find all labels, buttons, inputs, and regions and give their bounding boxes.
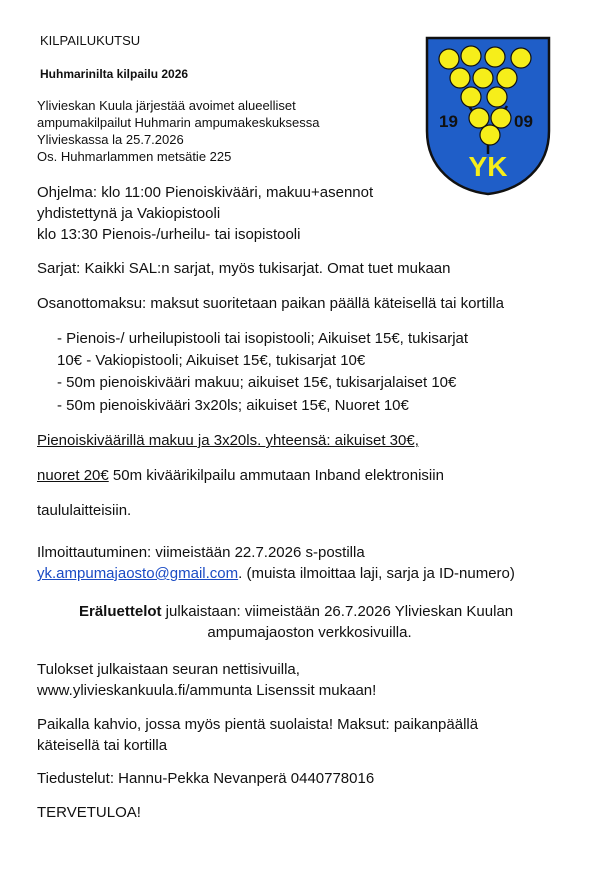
ylivieskan-kuula-logo (425, 36, 551, 196)
logo-year-left: 19 (439, 112, 458, 131)
fee-intro: Osanottomaksu: maksut suoritetaan paikan päällä käteisellä tai kortilla (37, 295, 504, 312)
fee-item: - Pienois-/ urheilupistooli tai isopistooli; Aikuiset 15€, tukisarjat (57, 330, 469, 347)
welcome-text: TERVETULOA! (37, 804, 141, 821)
heats-line (79, 603, 513, 621)
program-line: klo 13:30 Pienois-/urheilu- tai isopistooli (37, 226, 301, 243)
registration-email-line (37, 565, 515, 583)
combo-fee-line: Pienoiskiväärillä makuu ja 3x20ls. yhteensä: aikuiset 30€, (37, 432, 419, 449)
combo-fee-line-3: taululaitteisiin. (37, 502, 132, 519)
program-line: Ohjelma: klo 11:00 Pienoiskivääri, makuu+asennot (37, 184, 374, 201)
registration-line: Ilmoittautuminen: viimeistään 22.7.2026 s-postilla (37, 544, 365, 561)
fee-item: - 50m pienoiskivääri makuu; aikuiset 15€, tukisarjalaiset 10€ (57, 374, 457, 391)
document-heading: KILPAILUKUTSU (40, 33, 141, 48)
logo-year-right: 09 (514, 112, 533, 131)
registration-email-link[interactable]: yk.ampumajaosto@gmail.com (37, 565, 239, 582)
intro-line: Ylivieskan Kuula järjestää avoimet alueelliset (37, 98, 296, 113)
heats-line-2: ampumajaoston verkkosivuilla. (207, 624, 412, 641)
program-line: yhdistettynä ja Vakiopistooli (37, 205, 221, 222)
heats-text: julkaistaan: viimeistään 26.7.2026 Ylivieskan Kuulan (161, 603, 514, 620)
electronic-targets-note: 50m kiväärikilpailu ammutaan Inband elektronisiin (108, 467, 444, 484)
fee-item: - 50m pienoiskivääri 3x20ls; aikuiset 15€, Nuoret 10€ (57, 397, 409, 414)
intro-line: Os. Huhmarlammen metsätie 225 (37, 149, 232, 164)
cafe-line: käteisellä tai kortilla (37, 737, 168, 754)
heats-label: Eräluettelot (79, 603, 162, 620)
intro-line: ampumakilpailut Huhmarin ampumakeskuksessa (37, 115, 320, 130)
results-line: www.ylivieskankuula.fi/ammunta Lisenssit mukaan! (37, 682, 377, 699)
youth-fee: nuoret 20€ (37, 467, 109, 484)
logo-letters: YK (468, 151, 508, 182)
contact-line: Tiedustelut: Hannu-Pekka Nevanperä 0440778016 (37, 770, 375, 787)
intro-line: Ylivieskassa la 25.7.2026 (37, 132, 184, 147)
fee-item: 10€ - Vakiopistooli; Aikuiset 15€, tukisarjat 10€ (57, 352, 366, 369)
event-subtitle: Huhmarinilta kilpailu 2026 (40, 67, 189, 81)
combo-fee-line-2 (37, 467, 444, 485)
registration-note: . (muista ilmoittaa laji, sarja ja ID-numero) (238, 565, 515, 582)
series-info: Sarjat: Kaikki SAL:n sarjat, myös tukisarjat. Omat tuet mukaan (37, 260, 451, 277)
results-line: Tulokset julkaistaan seuran nettisivuilla, (37, 661, 300, 678)
cafe-line: Paikalla kahvio, jossa myös pientä suolaista! Maksut: paikanpäällä (37, 716, 479, 733)
